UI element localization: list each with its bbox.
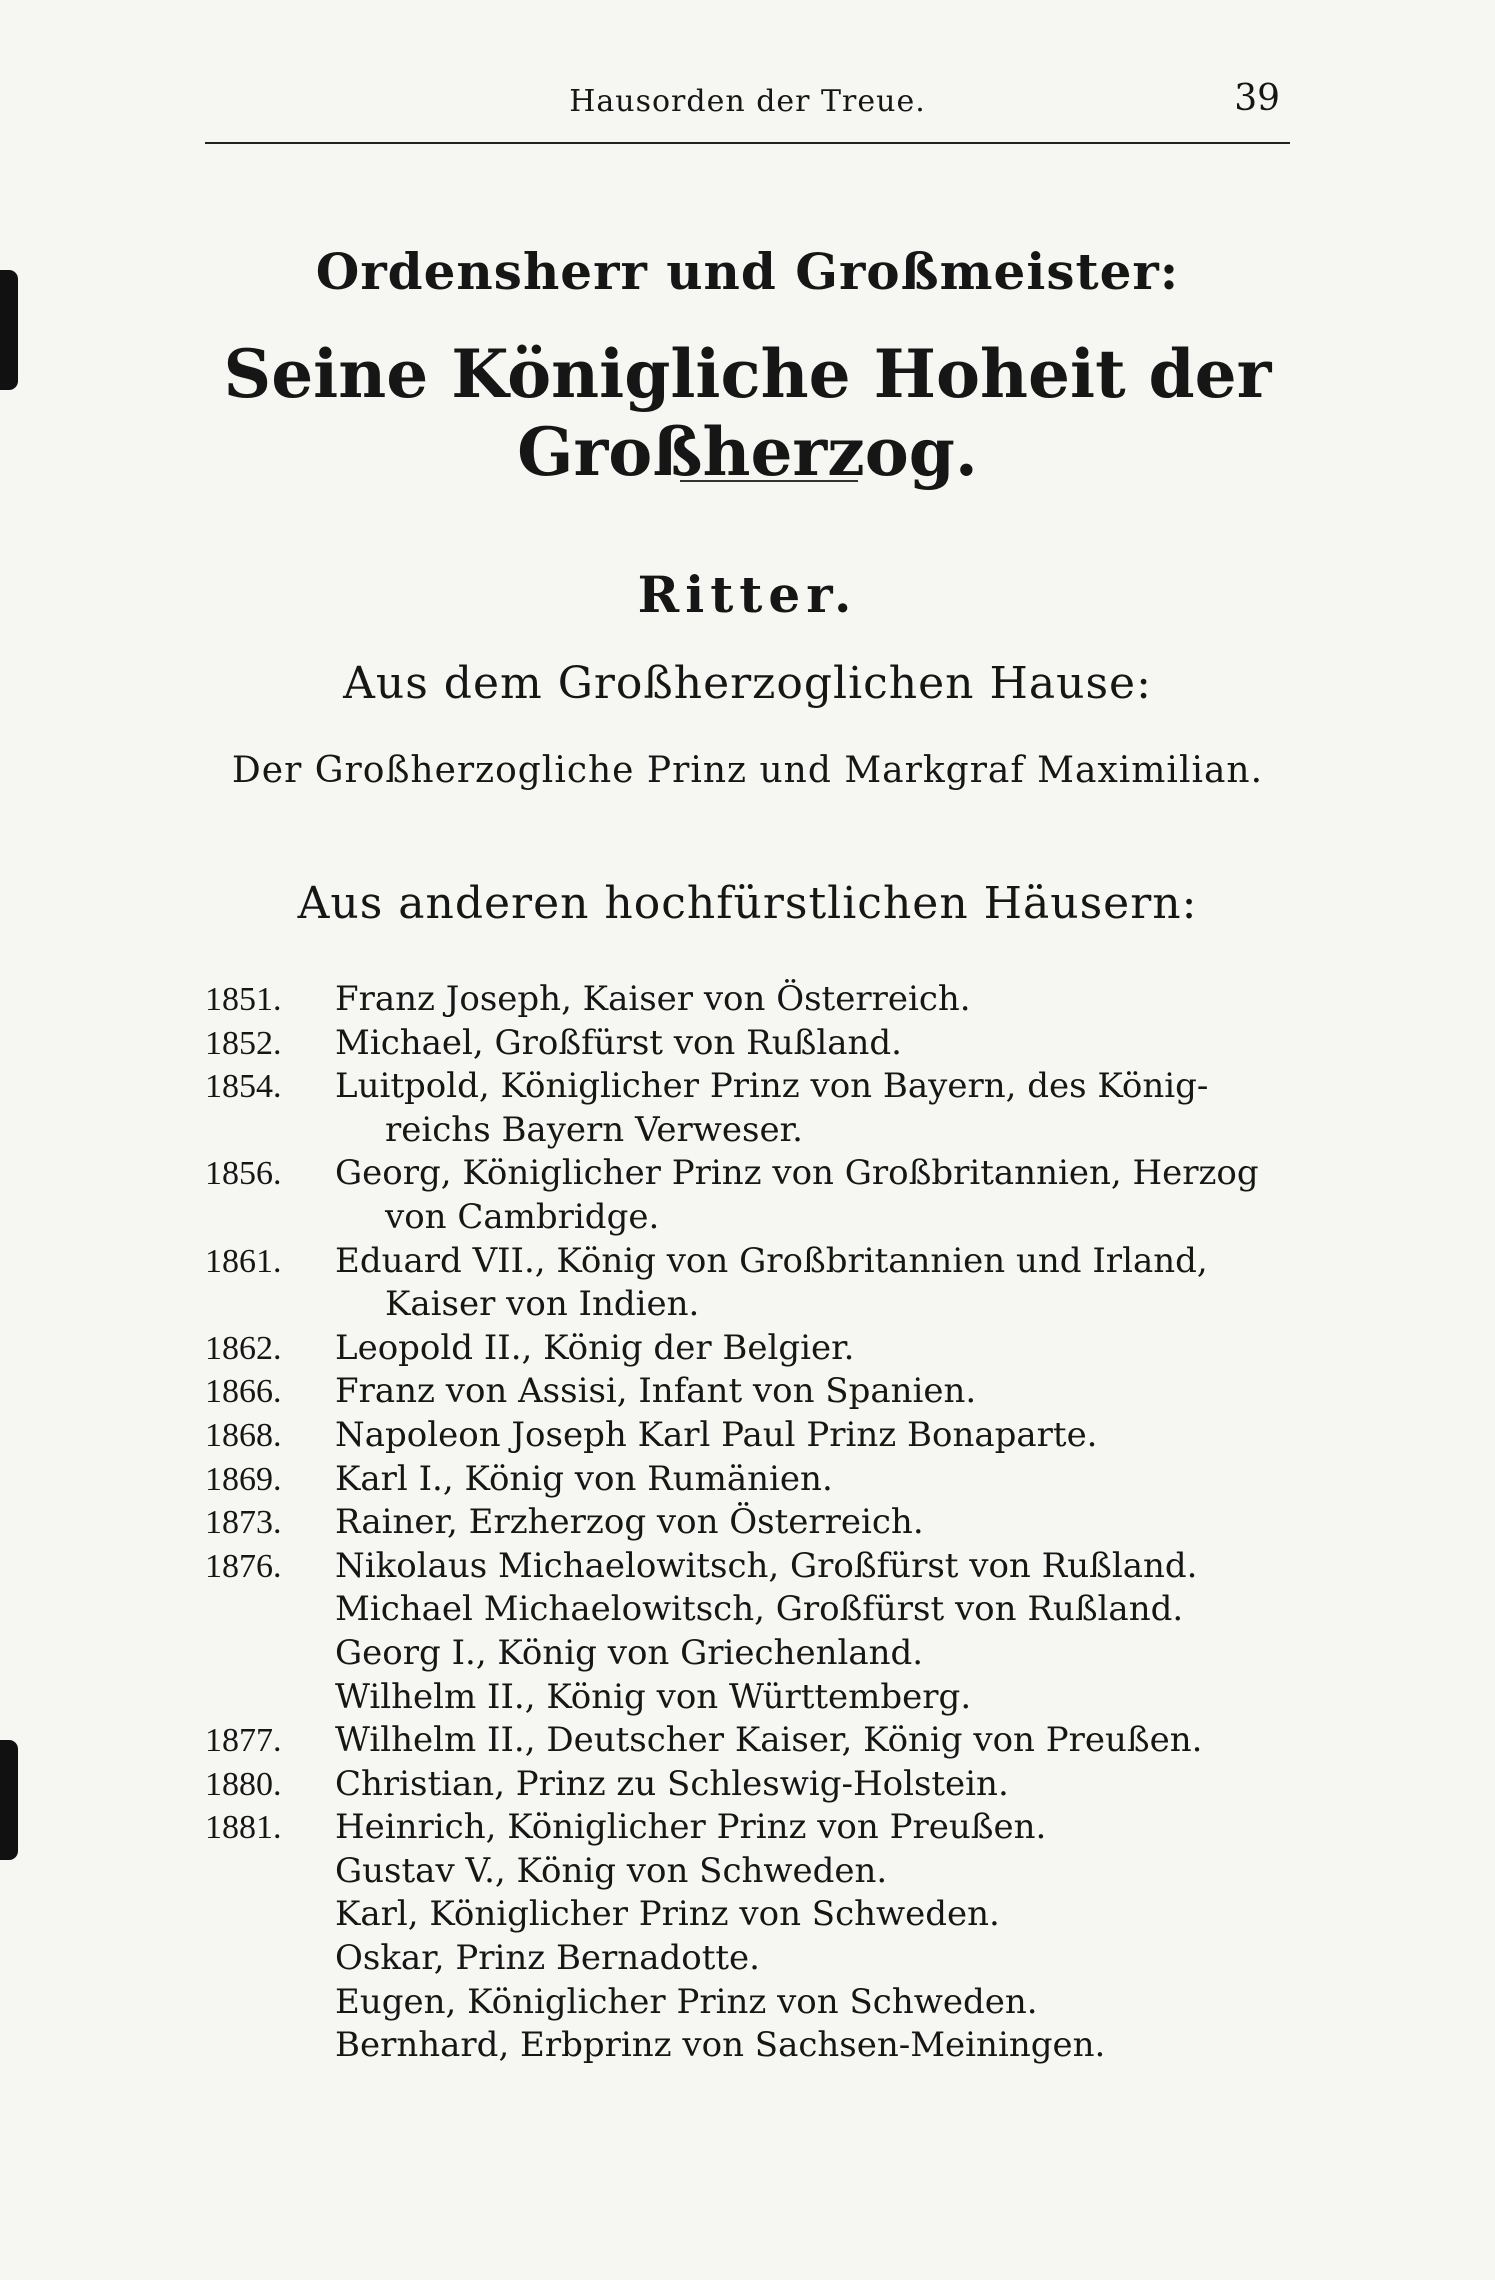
binding-mark bbox=[0, 1740, 18, 1860]
entry-text: Franz von Assisi, Infant von Spanien. bbox=[335, 1371, 977, 1412]
list-item bbox=[205, 1370, 1325, 1414]
running-title: Hausorden der Treue. bbox=[569, 84, 926, 119]
entry-continuation: von Cambridge. bbox=[385, 1196, 660, 1237]
entry-year: 1851. bbox=[205, 981, 282, 1018]
list-item bbox=[205, 1676, 1325, 1720]
list-item bbox=[205, 1022, 1325, 1066]
entry-text: Bernhard, Erbprinz von Sachsen-Meiningen. bbox=[335, 2025, 1106, 2066]
list-item bbox=[205, 1327, 1325, 1371]
grand-ducal-house-member: Der Großherzogliche Prinz und Markgraf Maximilian. bbox=[231, 750, 1264, 791]
entry-text: Gustav V., König von Schweden. bbox=[335, 1850, 888, 1891]
list-item bbox=[205, 978, 1325, 1022]
entry-text: Napoleon Joseph Karl Paul Prinz Bonaparte. bbox=[335, 1414, 1098, 1455]
entry-text: Michael Michaelowitsch, Großfürst von Rußland. bbox=[335, 1589, 1184, 1630]
entry-year: 1880. bbox=[205, 1765, 282, 1803]
list-item bbox=[205, 1414, 1325, 1458]
list-item bbox=[205, 1545, 1325, 1589]
grand-ducal-house-heading: Aus dem Großherzoglichen Hause: bbox=[343, 658, 1152, 709]
entry-year: 1862. bbox=[205, 1329, 282, 1367]
entry-text: Georg, Königlicher Prinz von Großbritannien, Herzog bbox=[335, 1153, 1259, 1194]
entry-year: 1877. bbox=[205, 1722, 282, 1760]
page-number: 39 bbox=[1234, 78, 1280, 119]
entry-text: Nikolaus Michaelowitsch, Großfürst von Rußland. bbox=[335, 1545, 1198, 1586]
entry-text: Eduard VII., König von Großbritannien und Irland, bbox=[335, 1240, 1208, 1281]
entry-continuation: Kaiser von Indien. bbox=[385, 1284, 700, 1325]
knights-heading: Ritter. bbox=[637, 565, 858, 624]
order-head: Ordensherr und Großmeister: bbox=[315, 242, 1180, 301]
list-item bbox=[205, 2024, 1325, 2068]
list-item bbox=[205, 1763, 1325, 1807]
entry-year: 1866. bbox=[205, 1373, 282, 1411]
running-head bbox=[205, 78, 1290, 138]
list-item bbox=[205, 1981, 1325, 2025]
entry-text: Christian, Prinz zu Schleswig-Holstein. bbox=[335, 1763, 1009, 1804]
entry-year: 1868. bbox=[205, 1416, 282, 1454]
header-rule bbox=[205, 142, 1290, 144]
list-item bbox=[205, 1501, 1325, 1545]
entry-year: 1881. bbox=[205, 1809, 282, 1847]
entry-text: Heinrich, Königlicher Prinz von Preußen. bbox=[335, 1807, 1047, 1848]
entry-year: 1854. bbox=[205, 1068, 282, 1106]
entry-text: Eugen, Königlicher Prinz von Schweden. bbox=[335, 1981, 1038, 2022]
list-item bbox=[205, 1632, 1325, 1676]
entry-year: 1876. bbox=[205, 1547, 282, 1585]
entry-text: Karl I., König von Rumänien. bbox=[335, 1458, 833, 1499]
list-item bbox=[205, 1937, 1325, 1981]
list-item bbox=[205, 1065, 1325, 1152]
entry-text: Luitpold, Königlicher Prinz von Bayern, des König- bbox=[335, 1066, 1209, 1107]
sovereign-title: Seine Königliche Hoheit der Großherzog. bbox=[223, 335, 1272, 491]
entry-year: 1856. bbox=[205, 1155, 282, 1193]
section-divider bbox=[680, 480, 858, 482]
entry-text: Rainer, Erzherzog von Österreich. bbox=[335, 1502, 924, 1543]
entry-year: 1869. bbox=[205, 1460, 282, 1498]
entry-text: Georg I., König von Griechenland. bbox=[335, 1632, 924, 1673]
list-item bbox=[205, 1850, 1325, 1894]
list-item bbox=[205, 1458, 1325, 1502]
entry-text: Oskar, Prinz Bernadotte. bbox=[335, 1938, 760, 1979]
entry-text: Michael, Großfürst von Rußland. bbox=[335, 1022, 902, 1063]
entry-text: Karl, Königlicher Prinz von Schweden. bbox=[335, 1894, 1000, 1935]
entry-year: 1852. bbox=[205, 1024, 282, 1062]
entry-text: Franz Joseph, Kaiser von Österreich. bbox=[335, 979, 971, 1019]
entry-text: Wilhelm II., Deutscher Kaiser, König von Preußen. bbox=[335, 1720, 1203, 1761]
list-item bbox=[205, 1152, 1325, 1239]
other-houses-heading: Aus anderen hochfürstlichen Häusern: bbox=[297, 878, 1198, 929]
entry-text: Wilhelm II., König von Württemberg. bbox=[335, 1676, 972, 1717]
list-item bbox=[205, 1588, 1325, 1632]
entry-continuation: reichs Bayern Verweser. bbox=[385, 1109, 803, 1150]
entry-text: Leopold II., König der Belgier. bbox=[335, 1327, 855, 1368]
list-item bbox=[205, 1893, 1325, 1937]
entry-year: 1873. bbox=[205, 1504, 282, 1542]
list-item bbox=[205, 1240, 1325, 1327]
list-item bbox=[205, 1806, 1325, 1850]
entry-year: 1861. bbox=[205, 1242, 282, 1280]
knights-list bbox=[205, 978, 1325, 2068]
list-item bbox=[205, 1719, 1325, 1763]
